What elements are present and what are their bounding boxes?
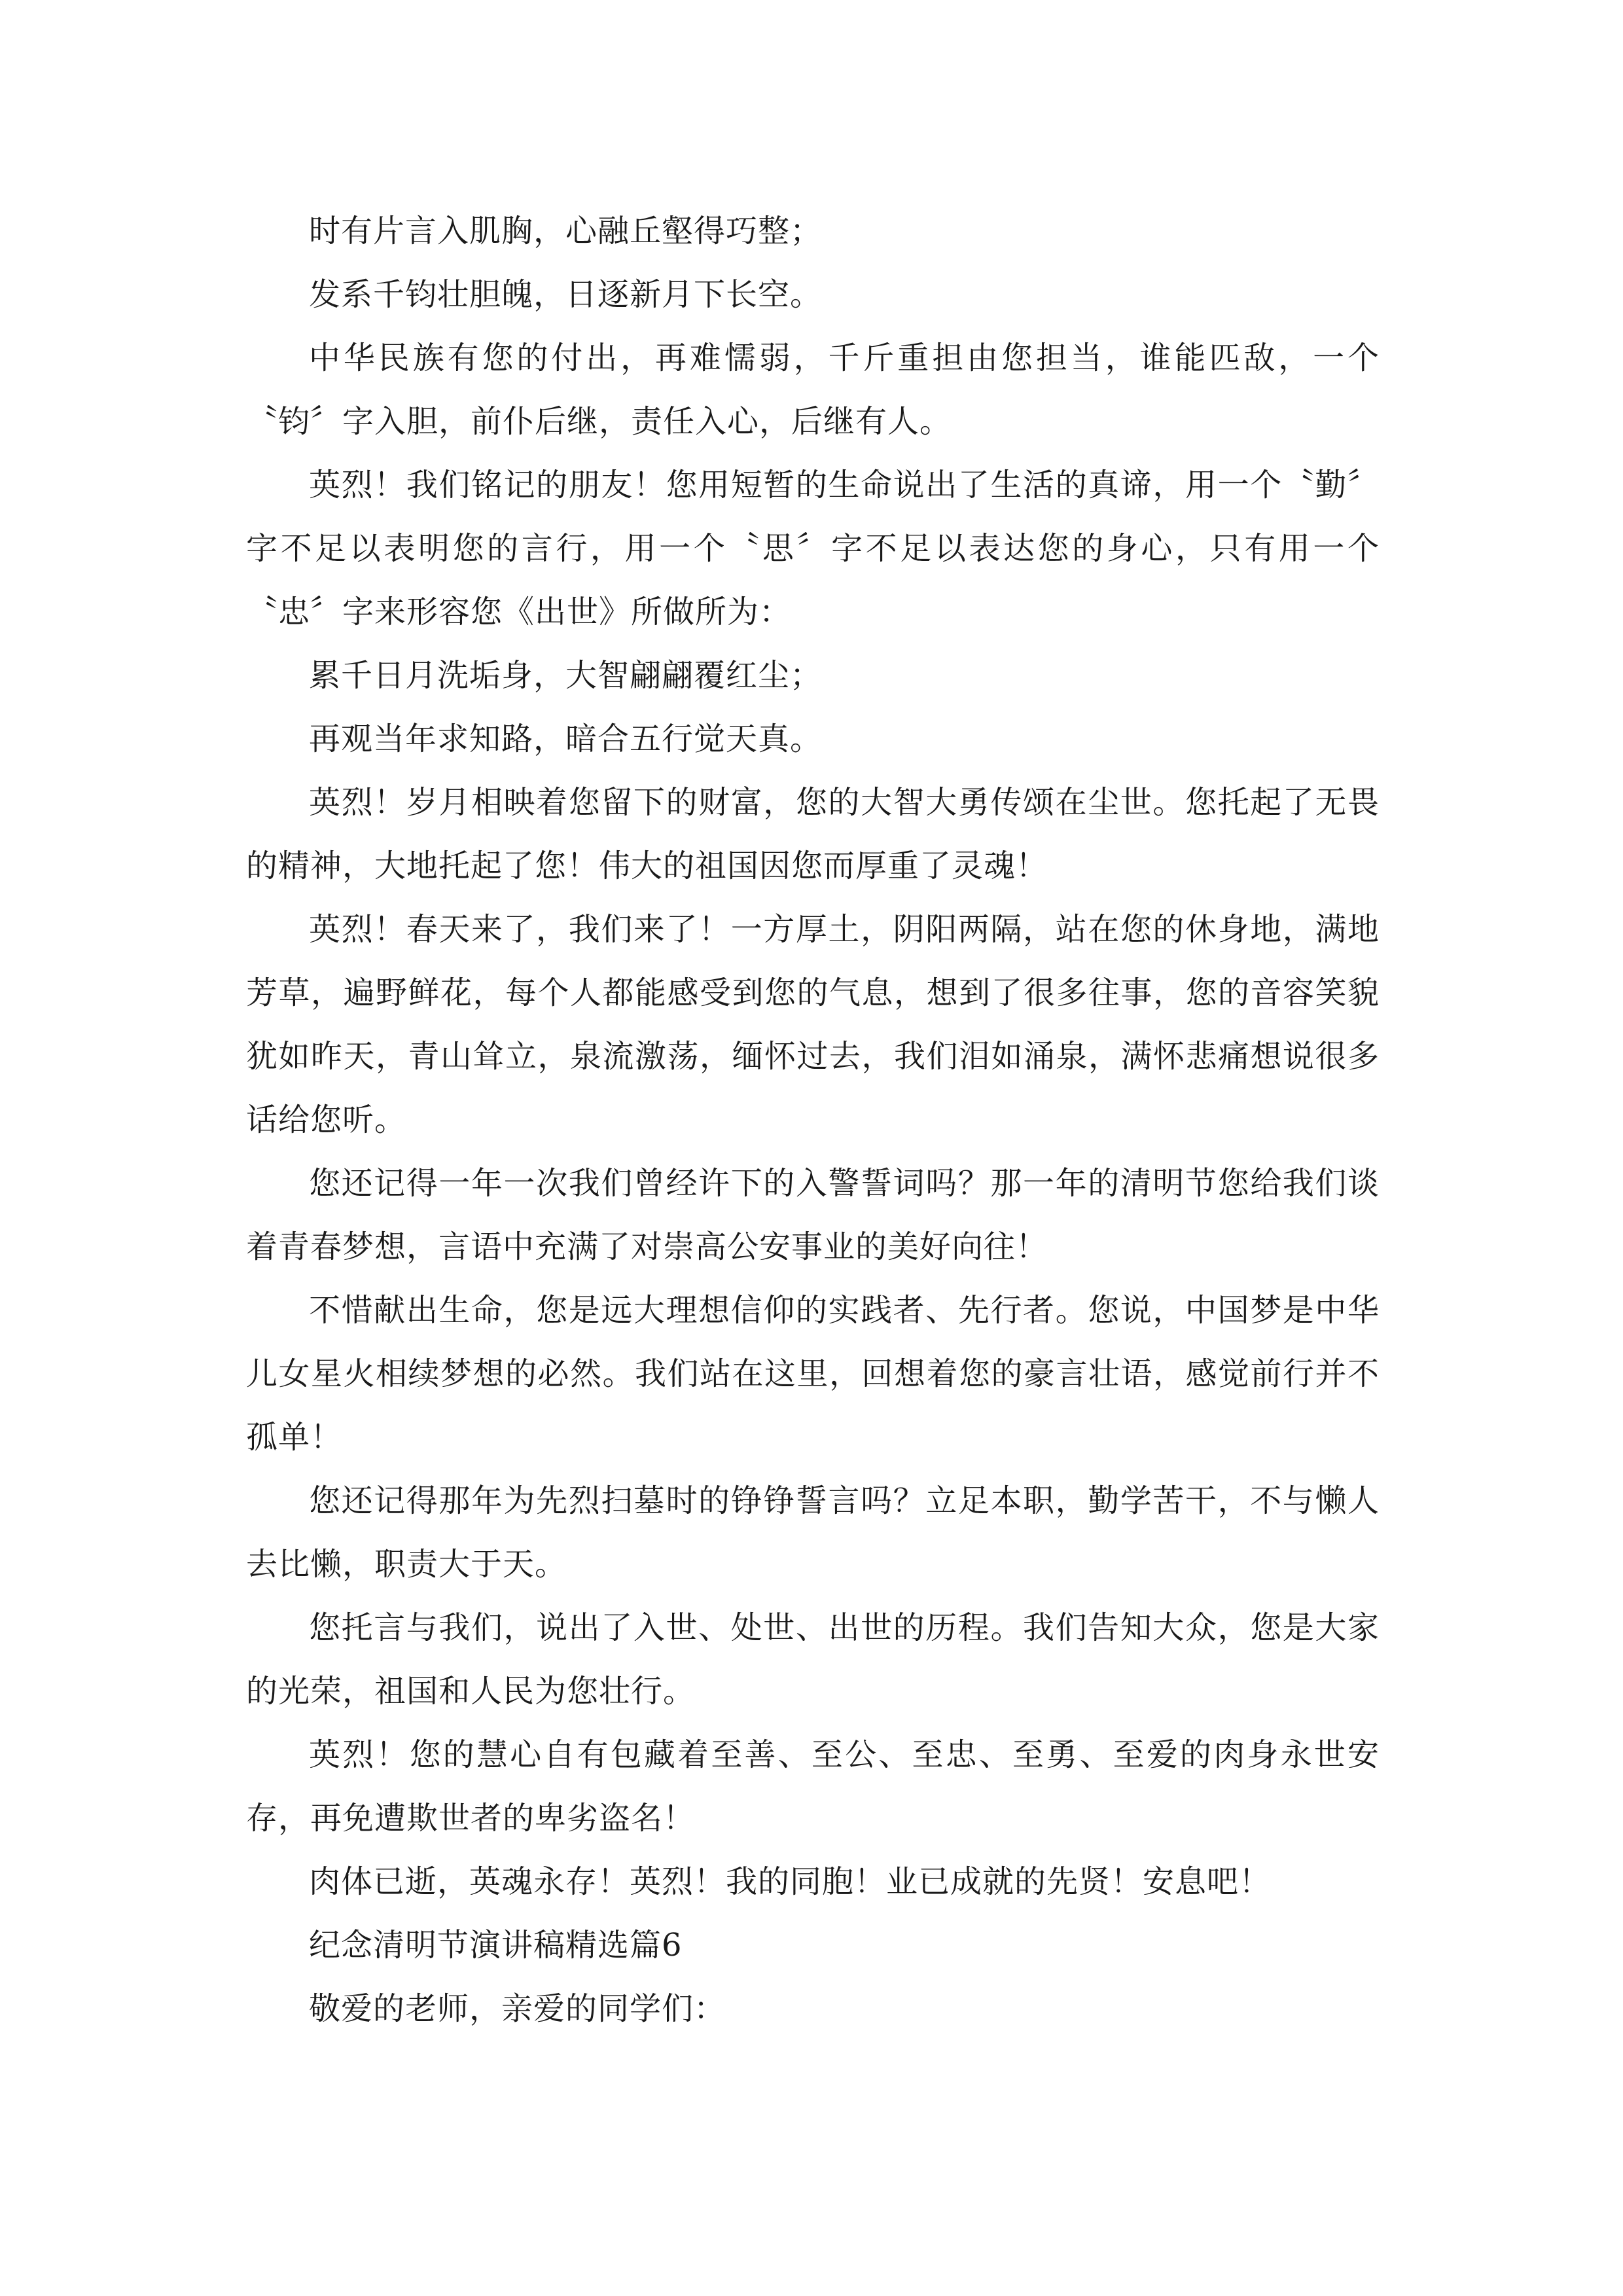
paragraph: 不惜献出生命，您是远大理想信仰的实践者、先行者。您说，中国梦是中华儿女星火相续梦想的必然。我们站在这里，回想着您的豪言壮语，感觉前行并不孤单！	[246, 1292, 1380, 1456]
paragraph: 再观当年求知路，暗合五行觉天真。	[309, 721, 823, 757]
paragraph: 时有片言入肌胸，心融丘壑得巧整；	[309, 213, 823, 249]
paragraph: 您托言与我们，说出了入世、处世、出世的历程。我们告知大众，您是大家的光荣，祖国和人民为您壮行。	[246, 1609, 1380, 1710]
section-heading: 纪念清明节演讲稿精选篇6	[309, 1927, 683, 1964]
paragraph: 中华民族有您的付出，再难懦弱，千斤重担由您担当，谁能匹敌，一个〝钧〞字入胆，前仆后继，责任入心，后继有人。	[246, 340, 1380, 440]
paragraph: 累千日月洗垢身，大智翩翩覆红尘；	[309, 657, 823, 694]
paragraph: 您还记得一年一次我们曾经许下的入警誓词吗？那一年的清明节您给我们谈着青春梦想，言语中充满了对崇高公安事业的美好向往！	[246, 1165, 1380, 1265]
paragraph: 英烈！我们铭记的朋友！您用短暂的生命说出了生活的真谛，用一个〝勤〞字不足以表明您的言行，用一个〝思〞字不足以表达您的身心，只有用一个〝忠〞字来形容您《出世》所做所为：	[246, 467, 1380, 630]
paragraph: 英烈！您的慧心自有包藏着至善、至公、至忠、至勇、至爱的肉身永世安存，再免遭欺世者的卑劣盗名！	[246, 1736, 1380, 1837]
paragraph: 您还记得那年为先烈扫墓时的铮铮誓言吗？立足本职，勤学苦干，不与懒人去比懒，职责大于天。	[246, 1482, 1380, 1583]
document-body	[246, 200, 1380, 2041]
salutation: 敬爱的老师，亲爱的同学们：	[309, 1990, 726, 2027]
paragraph: 发系千钧壮胆魄，日逐新月下长空。	[309, 276, 823, 313]
paragraph: 肉体已逝，英魂永存！英烈！我的同胞！业已成就的先贤！安息吧！	[309, 1863, 1272, 1900]
paragraph: 英烈！岁月相映着您留下的财富，您的大智大勇传颂在尘世。您托起了无畏的精神，大地托起了您！伟大的祖国因您而厚重了灵魂！	[246, 784, 1380, 884]
paragraph: 英烈！春天来了，我们来了！一方厚土，阴阳两隔，站在您的休身地，满地芳草，遍野鲜花，每个人都能感受到您的气息，想到了很多往事，您的音容笑貌犹如昨天，青山耸立，泉流激荡，缅怀过去，我们泪如涌泉，满怀悲痛想说很多话给您听。	[246, 911, 1380, 1138]
